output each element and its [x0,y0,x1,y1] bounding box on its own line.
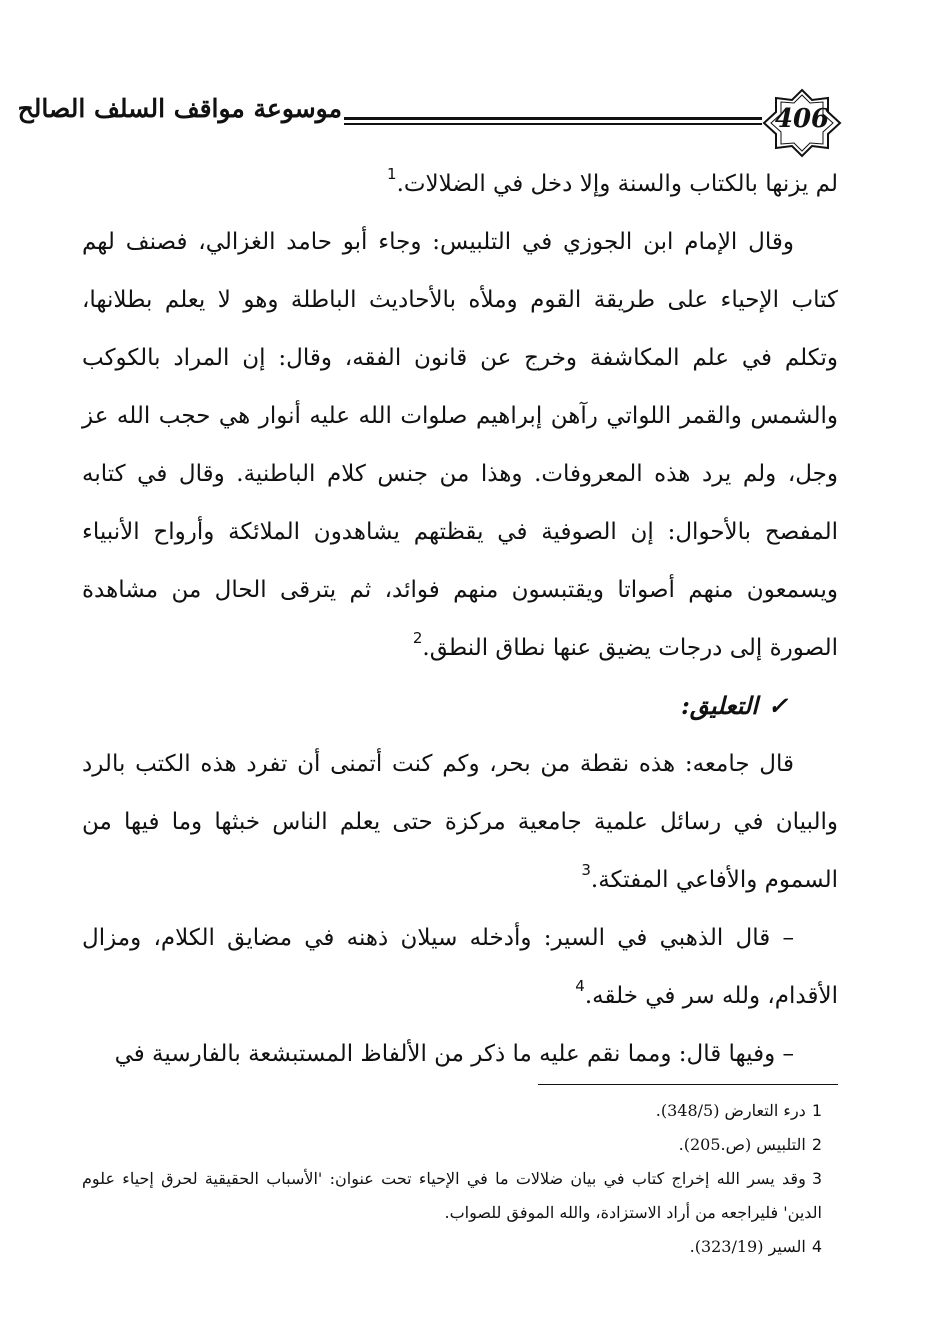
running-title: موسوعة مواقف السلف الصالح [17,94,342,123]
footnote-ref-1: 1 [387,165,397,183]
commentary-paragraph-3: – وفيها قال: ومما نقم عليه ما ذكر من الألفاظ المستبشعة بالفارسية في [114,1041,794,1067]
footnote-2: 2التلبيس (ص.205). [678,1135,822,1154]
paragraph-1: لم يزنها بالكتاب والسنة وإلا دخل في الضلالات.$^1$ [387,165,838,197]
page-number: 406 [774,104,830,134]
header-divider [344,117,762,127]
footnote-ref-3: 3 [581,861,591,879]
main-text [82,155,838,1083]
footnote-ref-2: 2 [412,629,423,647]
footnote-1: 1درء التعارض (348/5). [655,1101,822,1120]
page-header [17,88,842,158]
paragraph-2: وقال الإمام ابن الجوزي في التلبيس: وجاء أبو حامد الغزالي، فصنف لهم كتاب الإحياء على طريقة القوم وملأه بالأحاديث الباطلة وهو لا يعلم بطلانها، وتكلم في علم المكاشفة وخرج عن قانون الفقه، وقال: إن المراد بالكوكب والشمس والقمر اللواتي رآهن إبراهيم صلوات الله عليه أنوار هي حجب الله عز وجل، ولم يرد هذه المعروفات. وهذا من جنس كلام الباطنية. وقال في كتابه المفصح بالأحوال: إن الصوفية في يقظتهم يشاهدون الملائكة وأرواح الأنبياء ويسمعون منهم أصواتا ويقتبسون منهم فوائد، ثم يترقى الحال من مشاهدة الصورة إلى درجات يضيق عنها نطاق النطق.$^2$ [82,229,839,661]
checkmark-icon: ✓ [767,691,788,720]
commentary-paragraph-2: – قال الذهبي في السير: وأدخله سيلان ذهنه في مضايق الكلام، ومزال الأقدام، ولله سر في خلقه.$^4$ [82,925,838,1009]
commentary-paragraph-1: قال جامعه: هذه نقطة من بحر، وكم كنت أتمنى أن تفرد هذه الكتب بالرد والبيان في رسائل علمية جامعية مركزة حتى يعلم الناس خبثها وما فيها من السموم والأفاعي المفتكة.$^3$ [82,751,838,893]
footnotes [82,1094,822,1264]
commentary-heading: ✓التعليق: [82,677,838,735]
footnote-4: 4السير (323/19). [689,1237,822,1256]
footnote-ref-4: 4 [575,977,585,995]
page-number-badge [762,88,842,158]
footnote-divider [538,1084,838,1085]
footnote-3: 3وقد يسر الله إخراج كتاب في بيان ضلالات ما في الإحياء تحت عنوان: 'الأسباب الحقيقية لحرق إحياء علوم الدين' فليراجعه من أراد الاستزادة، والله الموفق للصواب. [82,1169,822,1222]
